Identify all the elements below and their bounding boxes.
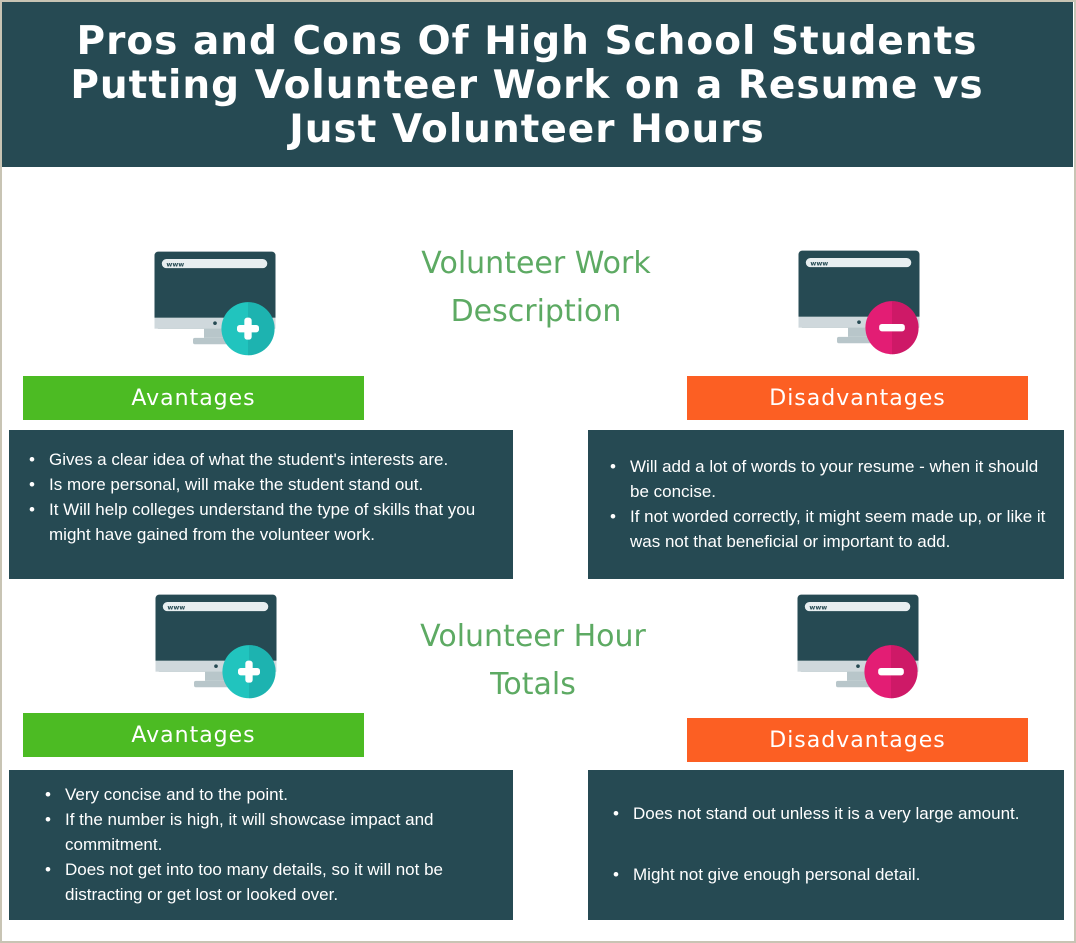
list-item: • Might not give enough personal detail. xyxy=(613,862,1050,887)
disadvantages-banner-hours: Disadvantages xyxy=(687,718,1028,762)
advantages-banner-work: Avantages xyxy=(23,376,364,420)
section-heading-hour-totals: Volunteer Hour Totals xyxy=(420,619,646,702)
url-bar-text: www xyxy=(810,259,829,268)
advantages-list-hours xyxy=(45,782,483,907)
disadvantages-banner-work: Disadvantages xyxy=(687,376,1028,420)
list-item: • It Will help colleges understand the type of skills that you might have gained from the volunteer work. xyxy=(29,497,493,547)
disadvantages-list-hours xyxy=(613,801,1050,887)
list-item: • Will add a lot of words to your resume - when it should be concise. xyxy=(610,454,1050,504)
monitor-minus-icon xyxy=(789,247,929,357)
url-bar-text: www xyxy=(166,260,185,269)
monitor-plus-icon xyxy=(146,591,286,701)
list-item: • Very concise and to the point. xyxy=(45,782,483,807)
monitor-minus-icon xyxy=(788,591,928,701)
list-item: • Is more personal, will make the student stand out. xyxy=(29,472,493,497)
url-bar-text: www xyxy=(167,603,186,612)
advantages-panel-hours xyxy=(9,770,513,920)
advantages-list-work xyxy=(29,447,493,547)
list-item: • Does not stand out unless it is a very large amount. xyxy=(613,801,1050,826)
header-banner xyxy=(2,2,1073,167)
url-bar-text: www xyxy=(809,603,828,612)
monitor-plus-icon xyxy=(145,248,285,358)
list-item: • If the number is high, it will showcase impact and commitment. xyxy=(45,807,483,857)
disadvantages-panel-work xyxy=(588,430,1064,579)
disadvantages-panel-hours xyxy=(588,770,1064,920)
advantages-banner-hours: Avantages xyxy=(23,713,364,757)
section-heading-work-description: Volunteer Work Description xyxy=(421,246,651,329)
list-item: • Does not get into too many details, so it will not be distracting or get lost or looked over. xyxy=(45,857,483,907)
list-item: • Gives a clear idea of what the student's interests are. xyxy=(29,447,493,472)
page-title: Pros and Cons Of High School Students Putting Volunteer Work on a Resume vs Just Volunteer Hours xyxy=(70,19,984,152)
list-item: • If not worded correctly, it might seem made up, or like it was not that beneficial or important to add. xyxy=(610,504,1050,554)
disadvantages-list-work xyxy=(610,454,1050,554)
advantages-panel-work xyxy=(9,430,513,579)
